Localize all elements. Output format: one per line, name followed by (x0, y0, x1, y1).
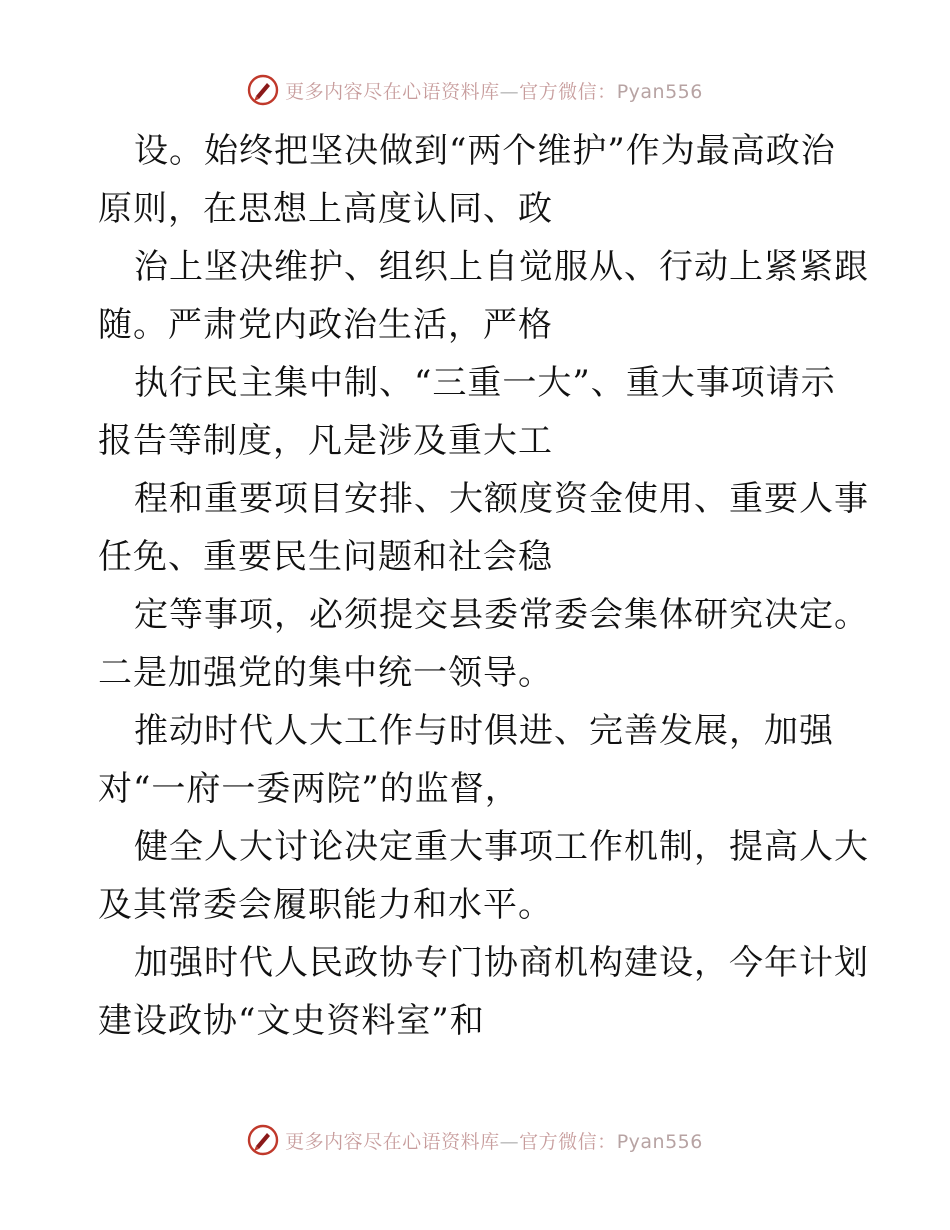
watermark-text (285, 1127, 703, 1154)
watermark-handle: Pyan556 (616, 1130, 703, 1153)
watermark-label: 官方微信： (519, 1130, 617, 1153)
text-line: 定等事项，必须提交县委常委会集体研究决定。 (134, 595, 869, 635)
watermark-separator: — (499, 80, 520, 103)
text-line: 设。始终把坚决做到“两个维护”作为最高政治 (134, 131, 836, 171)
watermark-text (285, 77, 703, 104)
text-line: 执行民主集中制、“三重一大”、重大事项请示 (134, 363, 836, 403)
text-line: 原则，在思想上高度认同、政 (98, 189, 553, 229)
watermark-separator: — (499, 1130, 520, 1153)
text-line: 报告等制度，凡是涉及重大工 (98, 421, 553, 461)
text-line: 治上坚决维护、组织上自觉服从、行动上紧紧跟 (134, 247, 869, 287)
text-line: 对“一府一委两院”的监督， (98, 769, 520, 809)
text-line: 建设政协“文史资料室”和 (98, 1001, 485, 1041)
watermark-brand: 更多内容尽在心语资料库 (285, 1130, 500, 1153)
text-line: 健全人大讨论决定重大事项工作机制，提高人大 (134, 827, 869, 867)
watermark-handle: Pyan556 (616, 80, 703, 103)
text-line: 随。严肃党内政治生活，严格 (98, 305, 553, 345)
text-line: 二是加强党的集中统一领导。 (98, 653, 553, 693)
watermark-label: 官方微信： (519, 80, 617, 103)
text-line: 任免、重要民生问题和社会稳 (98, 537, 553, 577)
text-line: 及其常委会履职能力和水平。 (98, 885, 553, 925)
text-line: 程和重要项目安排、大额度资金使用、重要人事 (134, 479, 869, 519)
document-body (98, 122, 878, 1050)
watermark-brand: 更多内容尽在心语资料库 (285, 80, 500, 103)
pen-logo-icon (247, 1124, 279, 1156)
text-line: 加强时代人民政协专门协商机构建设，今年计划 (134, 943, 869, 983)
watermark-footer (0, 1120, 950, 1160)
text-line: 推动时代人大工作与时俱进、完善发展，加强 (134, 711, 834, 751)
watermark-header (0, 70, 950, 110)
pen-logo-icon (247, 74, 279, 106)
